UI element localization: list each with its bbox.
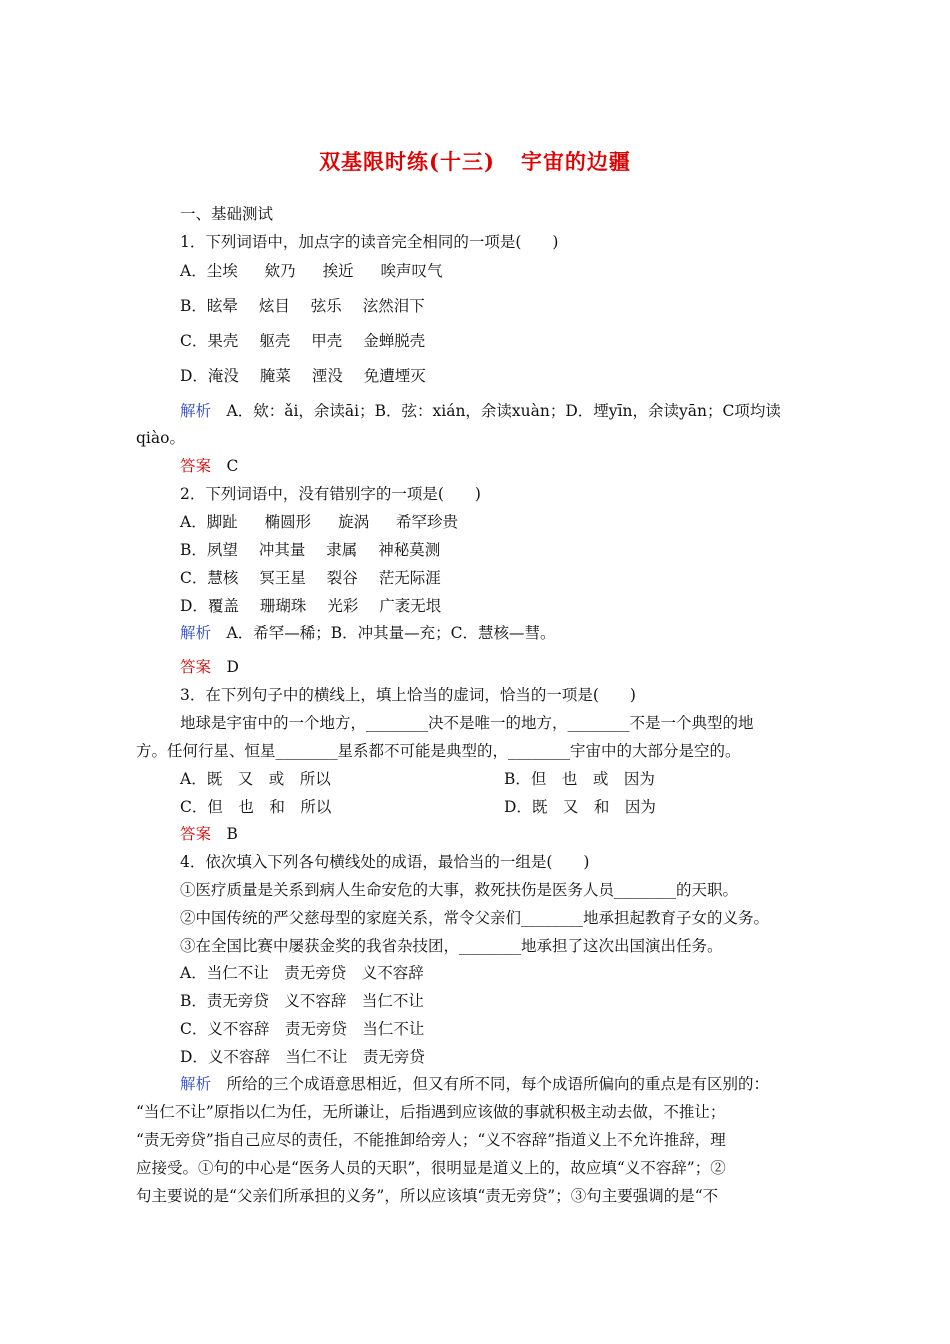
q3-text-1: 地球是宇宙中的一个地方，________决不是唯一的地方，________不是一个典型的地 — [180, 714, 754, 732]
section-heading: 一、基础测试 — [180, 205, 274, 223]
q3-answer-label: 答案 — [180, 825, 212, 843]
q2-answer-label: 答案 — [180, 658, 212, 676]
q1-a-3: 挨近 — [322, 262, 354, 280]
q4-option-a: A．当仁不让 责无旁贷 义不容辞 — [180, 964, 424, 982]
q2-analysis — [180, 623, 555, 643]
q4-analysis — [180, 1074, 769, 1094]
q2-analysis-text: A．希罕—稀；B．冲其量—充；C．慧核—彗。 — [226, 624, 556, 642]
q1-answer-label: 答案 — [180, 457, 212, 475]
q4-option-d: D．义不容辞 当仁不让 责无旁贷 — [180, 1048, 425, 1066]
q3-option-a: A．既 又 或 所以 — [180, 770, 331, 788]
q1-option-a — [180, 261, 443, 281]
q3-option-d: D．既 又 和 因为 — [504, 798, 656, 816]
q1-d-3: 湮没 — [311, 367, 343, 385]
page-title — [0, 146, 950, 176]
q2-b-3: 隶属 — [326, 541, 358, 559]
q4-option-c: C．义不容辞 责无旁贷 当仁不让 — [180, 1020, 425, 1038]
q4-sentence-3: ③在全国比赛中屡获金奖的我省杂技团，________地承担了这次出国演出任务。 — [180, 937, 723, 955]
q2-d-3: 光彩 — [327, 597, 359, 615]
q2-c-3: 裂谷 — [326, 569, 358, 587]
q1-b-4: 泫然泪下 — [362, 297, 425, 315]
q1-c-1: C．果壳 — [180, 332, 239, 350]
title-main: 双基限时练(十三) — [319, 149, 495, 174]
q1-stem: 1．下列词语中，加点字的读音完全相同的一项是( ) — [180, 233, 559, 251]
q3-option-c: C．但 也 和 所以 — [180, 798, 332, 816]
q3-answer — [180, 824, 238, 844]
q2-answer — [180, 657, 239, 677]
q4-sentence-2: ②中国传统的严父慈母型的家庭关系，常令父亲们________地承担起教育子女的义务。 — [180, 909, 770, 927]
q1-a-2: 欸乃 — [264, 262, 296, 280]
q2-c-4: 茫无际涯 — [378, 569, 441, 587]
q4-analysis-text-4: 应接受。①句的中心是“医务人员的天职”，很明显是道义上的，故应填“义不容辞”；② — [136, 1159, 726, 1177]
q1-c-4: 金蝉脱壳 — [363, 332, 426, 350]
q3-stem: 3．在下列句子中的横线上，填上恰当的虚词，恰当的一项是( ) — [180, 686, 636, 704]
q1-b-1: B．眩晕 — [180, 297, 238, 315]
q4-analysis-text-2: “当仁不让”原指以仁为任，无所谦让，后指遇到应该做的事就积极主动去做，不推让； — [136, 1103, 726, 1121]
q3-answer-value: B — [226, 825, 238, 843]
q1-analysis-text: A．欸：ǎi，余读āi；B．弦：xián，余读xuàn；D．堙yīn，余读yān；C项均读 — [226, 402, 781, 420]
q2-a-1: A．脚趾 — [180, 513, 238, 531]
q4-analysis-label: 解析 — [180, 1075, 212, 1093]
q1-option-d — [180, 366, 426, 386]
q1-d-4: 免遭堙灭 — [363, 367, 426, 385]
title-sub: 宇宙的边疆 — [520, 149, 631, 174]
q2-a-3: 旋涡 — [338, 513, 370, 531]
q4-sentence-1: ①医疗质量是关系到病人生命安危的大事，救死扶伤是医务人员________的天职。 — [180, 881, 739, 899]
q2-a-4: 希罕珍贵 — [396, 513, 459, 531]
q1-analysis-cont: qiào。 — [136, 429, 185, 447]
q2-b-2: 冲其量 — [258, 541, 306, 559]
q1-b-2: 炫目 — [258, 297, 290, 315]
q2-option-a — [180, 512, 458, 532]
q2-d-2: 珊瑚珠 — [259, 597, 307, 615]
q1-c-3: 甲壳 — [311, 332, 343, 350]
q2-a-2: 椭圆形 — [264, 513, 312, 531]
q1-answer — [180, 456, 238, 476]
q2-c-1: C．慧核 — [180, 569, 239, 587]
q1-option-c — [180, 331, 425, 351]
q1-a-4: 唉声叹气 — [380, 262, 443, 280]
q4-analysis-text-1: 所给的三个成语意思相近，但又有所不同，每个成语所偏向的重点是有区别的： — [226, 1075, 770, 1093]
q1-a-1: A．尘埃 — [180, 262, 238, 280]
q1-option-b — [180, 296, 425, 316]
q4-option-b: B．责无旁贷 义不容辞 当仁不让 — [180, 992, 424, 1010]
q1-c-2: 躯壳 — [259, 332, 291, 350]
q2-d-4: 广袤无垠 — [379, 597, 442, 615]
q2-option-d — [180, 596, 441, 616]
q1-b-3: 弦乐 — [310, 297, 342, 315]
q2-b-1: B．夙望 — [180, 541, 238, 559]
q4-analysis-text-3: “责无旁贷”指自己应尽的责任，不能推卸给旁人；“义不容辞”指道义上不允许推辞，理 — [136, 1131, 726, 1149]
q2-b-4: 神秘莫测 — [378, 541, 441, 559]
q4-analysis-text-5: 句主要说的是“父亲们所承担的义务”，所以应该填“责无旁贷”；③句主要强调的是“不 — [136, 1187, 719, 1205]
q2-d-1: D．覆盖 — [180, 597, 239, 615]
q1-analysis — [180, 401, 781, 421]
q1-analysis-label: 解析 — [180, 402, 212, 420]
q3-option-b: B．但 也 或 因为 — [504, 770, 655, 788]
q2-stem: 2．下列词语中，没有错别字的一项是( ) — [180, 485, 481, 503]
q2-answer-value: D — [226, 658, 239, 676]
q3-text-2: 方。任何行星、恒星________星系都不可能是典型的，________宇宙中的大部分是空的。 — [136, 742, 741, 760]
q3-options-row-1 — [180, 769, 331, 789]
q1-answer-value: C — [226, 457, 239, 475]
q4-stem: 4．依次填入下列各句横线处的成语，最恰当的一组是( ) — [180, 853, 590, 871]
q1-d-1: D．淹没 — [180, 367, 239, 385]
q2-option-c — [180, 568, 441, 588]
q2-option-b — [180, 540, 440, 560]
q2-c-2: 冥王星 — [259, 569, 306, 587]
q1-d-2: 腌菜 — [259, 367, 291, 385]
q2-analysis-label: 解析 — [180, 624, 212, 642]
